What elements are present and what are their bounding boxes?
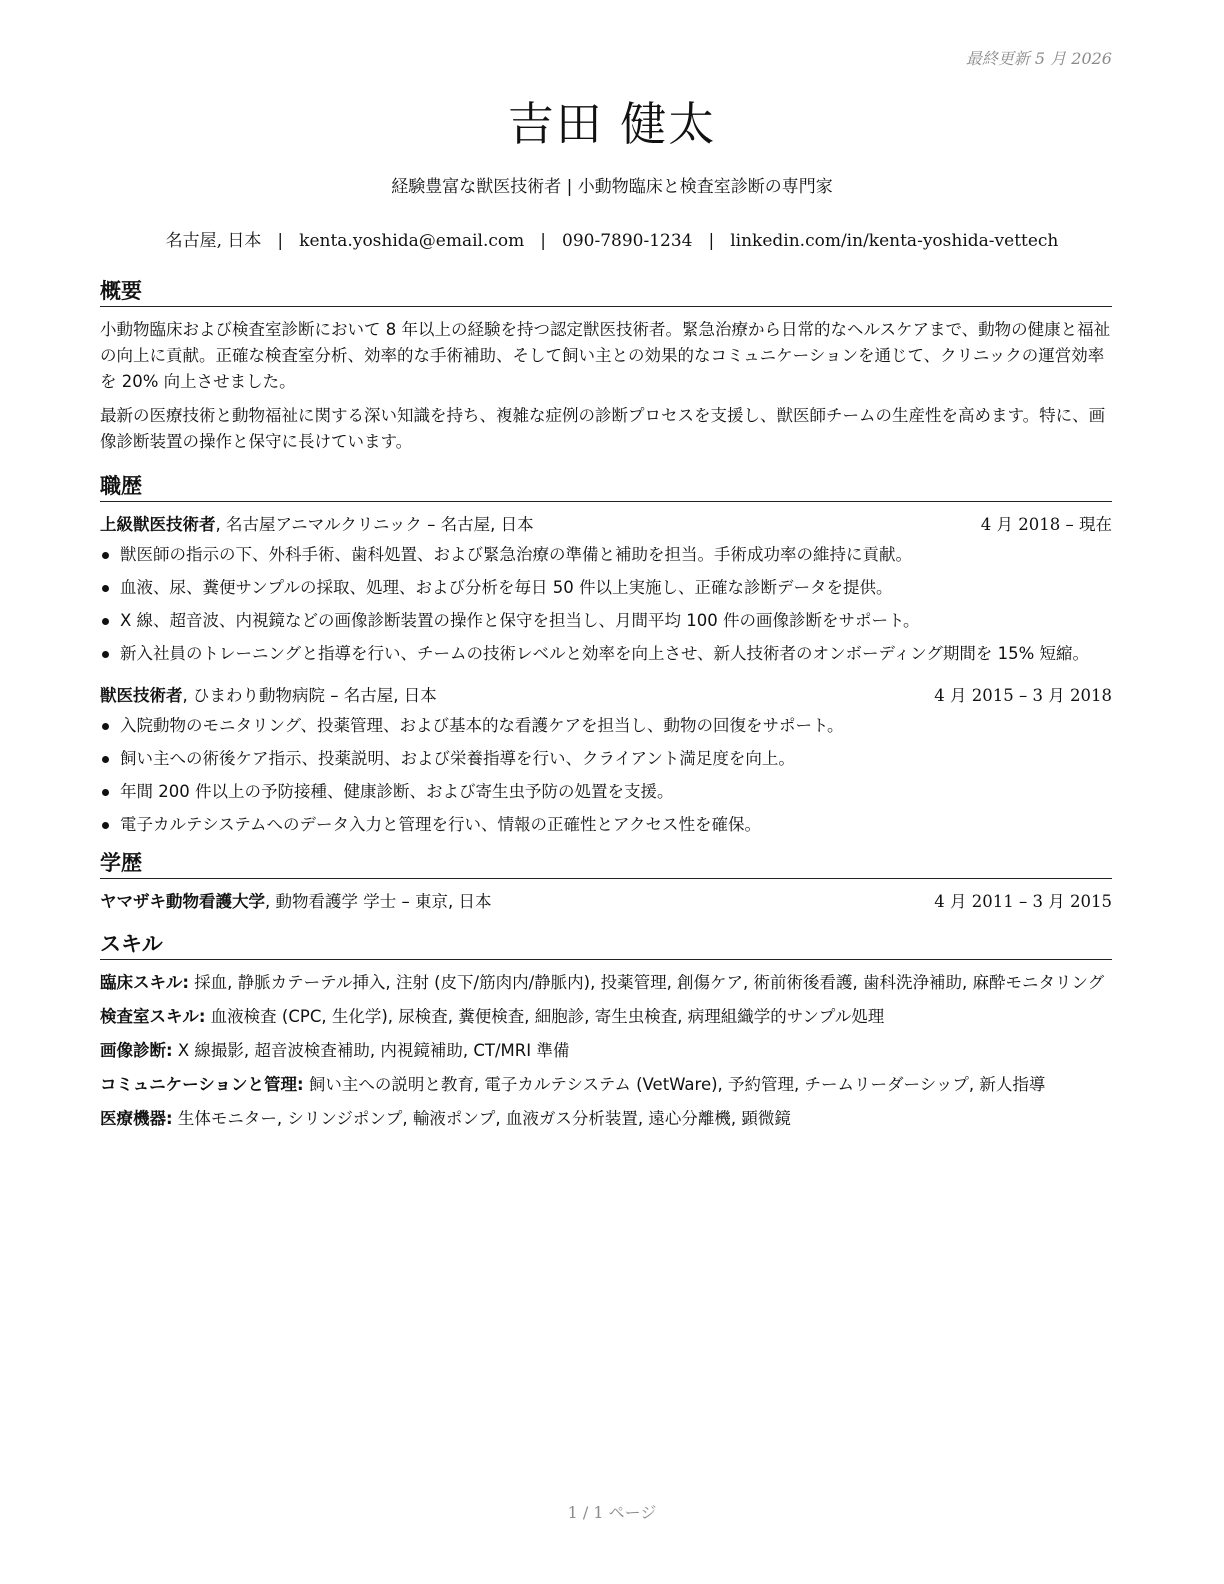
tagline: 経験豊富な獣医技術者 | 小動物臨床と検査室診断の専門家 [391,177,833,197]
summary-section [100,278,1112,455]
skill-item [100,970,1112,996]
bullet-icon [102,618,109,625]
job-header [100,683,1112,709]
skill-item [100,1004,1112,1030]
section-title-experience: 職歴 [100,473,1112,502]
bullet-text: 入院動物のモニタリング、投薬管理、および基本的な看護ケアを担当し、動物の回復をサポート。 [120,716,844,735]
skill-label: コミュニケーションと管理: [100,1075,304,1094]
bullet-text: 電子カルテシステムへのデータ入力と管理を行い、情報の正確性とアクセス性を確保。 [120,815,762,834]
job-dates: 4 月 2018 – 現在 [980,515,1112,534]
bullet-icon [102,756,109,763]
contact-location: 名古屋, 日本 [165,231,262,251]
summary-paragraph: 小動物臨床および検査室診断において 8 年以上の経験を持つ認定獣医技術者。緊急治療から日常的なヘルスケアまで、動物の健康と福祉の向上に貢献。正確な検査室分析、効率的な手術補助、そして飼い主との効果的なコミュニケーションを通じて、クリニックの運営効率を 20% 向上させました。 [100,320,1111,391]
bullet-icon [102,789,109,796]
job-entry [100,512,1112,667]
bullet-text: 獣医師の指示の下、外科手術、歯科処置、および緊急治療の準備と補助を担当。手術成功率の維持に貢献。 [120,545,912,564]
job-header [100,512,1112,538]
job-bullet [100,713,1112,739]
bullet-icon [102,552,109,559]
skill-label: 臨床スキル: [100,973,189,992]
bullet-icon [102,822,109,829]
job-role: 上級獣医技術者 [100,515,216,534]
skill-item [100,1038,1112,1064]
job-title-line [100,512,534,538]
job-bullet [100,575,1112,601]
contact-linkedin-link[interactable]: linkedin.com/in/kenta-yoshida-vettech [730,231,1059,251]
skill-item [100,1106,1112,1132]
job-bullets [100,713,1112,838]
skill-text: 生体モニター, シリンジポンプ, 輸液ポンプ, 血液ガス分析装置, 遠心分離機, 顕微鏡 [172,1109,791,1128]
education-entry [100,889,1112,915]
last-updated: 最終更新 5 月 2026 [965,49,1112,68]
contact-line [0,226,1224,251]
bullet-text: X 線、超音波、内視鏡などの画像診断装置の操作と保守を担当し、月間平均 100 件の画像診断をサポート。 [120,611,920,630]
job-bullet [100,608,1112,634]
skill-text: 飼い主への説明と教育, 電子カルテシステム (VetWare), 予約管理, チームリーダーシップ, 新人指導 [303,1075,1046,1094]
contact-email-link[interactable]: kenta.yoshida@email.com [299,231,525,251]
skill-label: 医療機器: [100,1109,173,1128]
job-bullet [100,542,1112,568]
education-title-line [100,889,491,915]
skill-item [100,1072,1112,1098]
bullet-text: 血液、尿、糞便サンプルの採取、処理、および分析を毎日 50 件以上実施し、正確な診断データを提供。 [120,578,893,597]
candidate-name: 吉田 健太 [507,97,717,151]
contact-separator: | [708,231,715,251]
school-name: ヤマザキ動物看護大学 [100,892,265,911]
summary-paragraph: 最新の医療技術と動物福祉に関する深い知識を持ち、複雑な症例の診断プロセスを支援し、獣医師チームの生産性を高めます。特に、画像診断装置の操作と保守に長けています。 [100,406,1106,451]
experience-section [100,473,1112,838]
job-bullet [100,746,1112,772]
skill-label: 検査室スキル: [100,1007,206,1026]
page-number: 1 / 1 ページ [567,1503,657,1522]
job-bullet [100,779,1112,805]
job-organization: , ひまわり動物病院 – 名古屋, 日本 [182,686,437,705]
job-entry [100,683,1112,838]
resume-content [100,278,1112,1140]
job-organization: , 名古屋アニマルクリニック – 名古屋, 日本 [215,515,534,534]
bullet-text: 新入社員のトレーニングと指導を行い、チームの技術レベルと効率を向上させ、新人技術者のオンボーディング期間を 15% 短縮。 [120,644,1090,663]
skill-text: X 線撮影, 超音波検査補助, 内視鏡補助, CT/MRI 準備 [172,1041,570,1060]
bullet-text: 飼い主への術後ケア指示、投薬説明、および栄養指導を行い、クライアント満足度を向上。 [120,749,795,768]
skill-text: 血液検査 (CPC, 生化学), 尿検査, 糞便検査, 細胞診, 寄生虫検査, 病理組織学的サンプル処理 [205,1007,885,1026]
job-bullet [100,641,1112,667]
section-title-skills: スキル [100,931,1112,960]
skill-text: 採血, 静脈カテーテル挿入, 注射 (皮下/筋肉内/静脈内), 投薬管理, 創傷ケア, 術前術後看護, 歯科洗浄補助, 麻酔モニタリング [188,973,1105,992]
job-role: 獣医技術者 [100,686,183,705]
job-title-line [100,683,437,709]
bullet-icon [102,585,109,592]
section-title-education: 学歴 [100,850,1112,879]
job-bullets [100,542,1112,667]
bullet-text: 年間 200 件以上の予防接種、健康診断、および寄生虫予防の処置を支援。 [120,782,674,801]
job-bullet [100,812,1112,838]
contact-separator: | [277,231,284,251]
bullet-icon [102,723,109,730]
degree: , 動物看護学 学士 – 東京, 日本 [265,892,492,911]
job-dates: 4 月 2015 – 3 月 2018 [934,686,1112,705]
bullet-icon [102,651,109,658]
education-dates: 4 月 2011 – 3 月 2015 [934,892,1112,911]
education-section [100,850,1112,915]
skill-label: 画像診断: [100,1041,173,1060]
skills-section [100,931,1112,1132]
contact-phone[interactable]: 090-7890-1234 [562,231,693,251]
section-title-summary: 概要 [100,278,1112,307]
contact-separator: | [540,231,547,251]
